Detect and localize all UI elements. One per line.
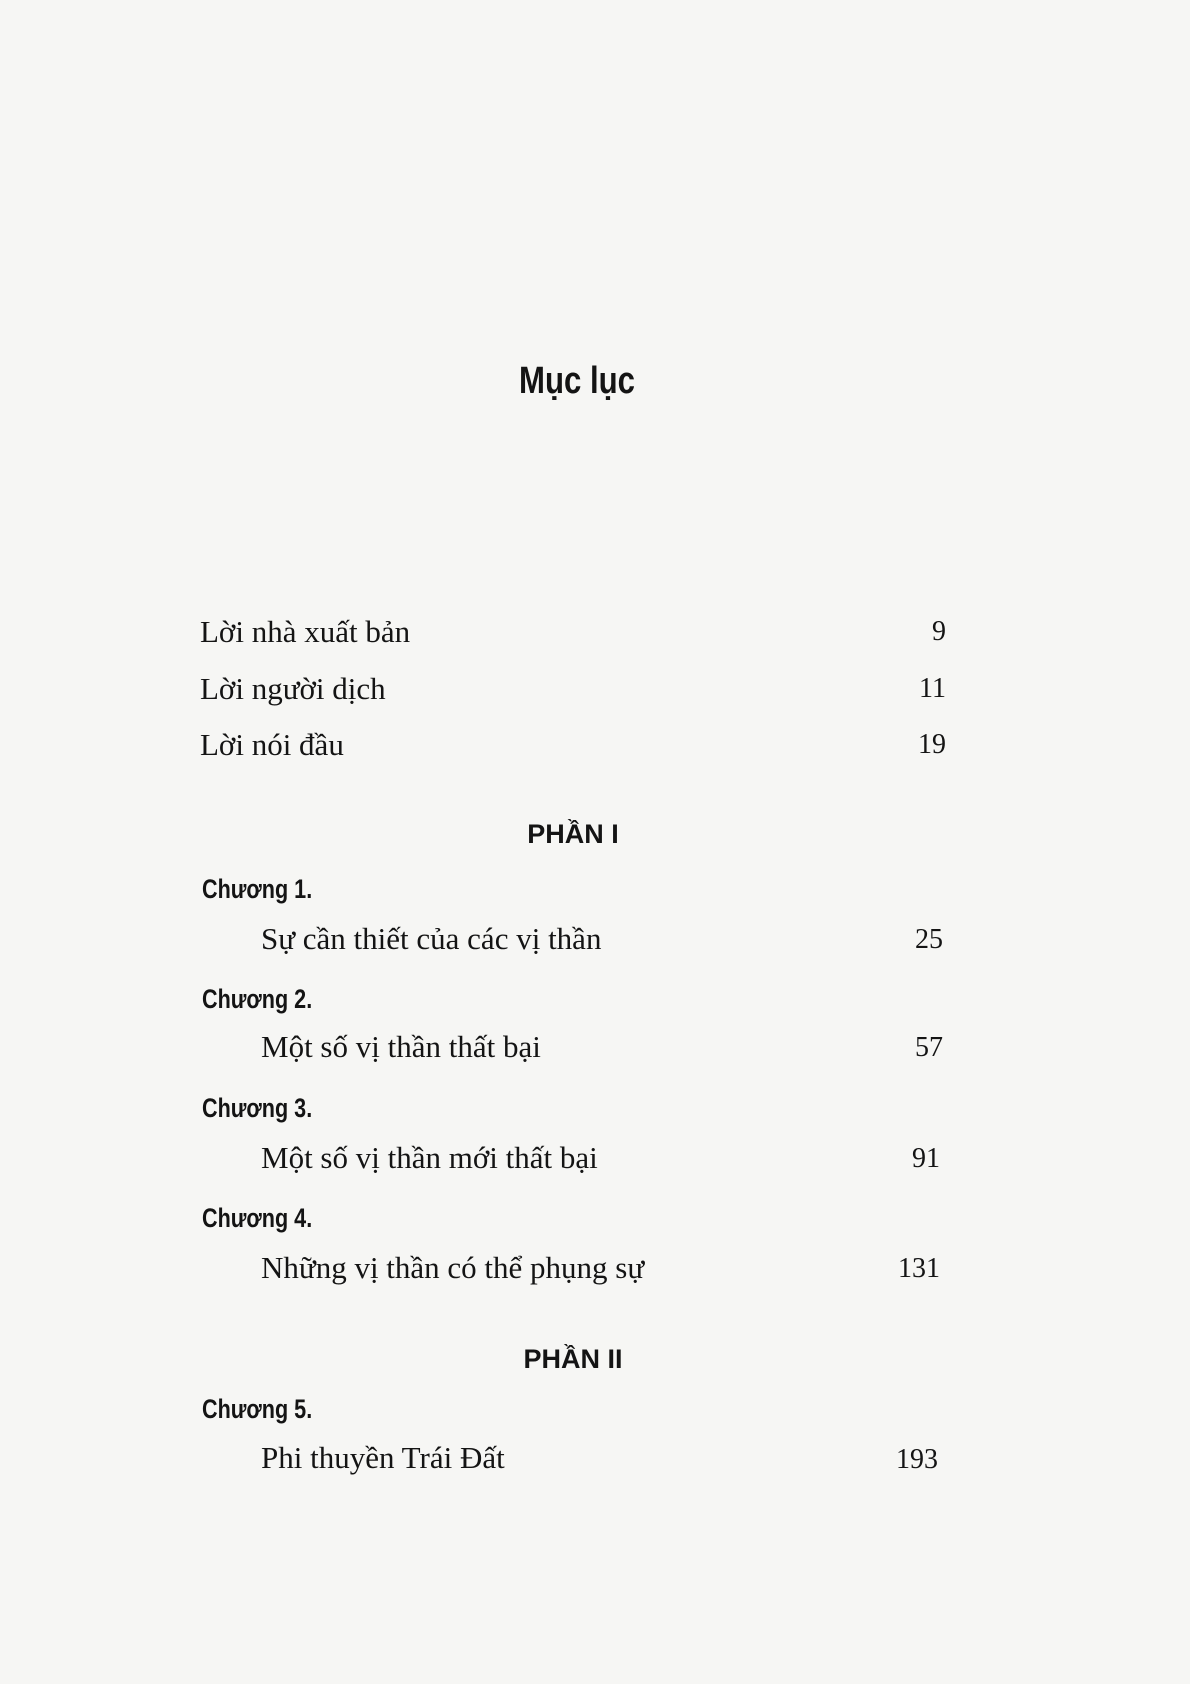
toc-entry-page: 11 xyxy=(919,673,946,704)
toc-entry-title: Lời người dịch xyxy=(200,671,386,706)
chapter-title: Phi thuyền Trái Đất xyxy=(261,1440,505,1475)
chapter-page: 25 xyxy=(915,924,943,955)
chapter-label: Chương 4. xyxy=(202,1203,313,1233)
chapter-page: 131 xyxy=(898,1253,940,1284)
chapter-page: 193 xyxy=(896,1444,938,1475)
chapter-label: Chương 1. xyxy=(202,874,313,904)
toc-entry-title: Lời nói đầu xyxy=(200,727,344,762)
chapter-page: 57 xyxy=(915,1032,943,1063)
part-heading: PHẦN I xyxy=(527,819,619,849)
chapter-label: Chương 3. xyxy=(202,1093,313,1123)
chapter-title: Sự cần thiết của các vị thần xyxy=(261,921,602,956)
chapter-title: Một số vị thần mới thất bại xyxy=(261,1140,598,1175)
chapter-page: 91 xyxy=(912,1143,940,1174)
page-title: Mục lục xyxy=(518,360,636,402)
toc-entry-page: 19 xyxy=(918,729,946,760)
toc-entry-title: Lời nhà xuất bản xyxy=(200,614,411,649)
part-heading: PHẦN II xyxy=(523,1344,623,1374)
chapter-title: Những vị thần có thể phụng sự xyxy=(261,1250,645,1285)
toc-entry-page: 9 xyxy=(932,616,946,647)
chapter-label: Chương 5. xyxy=(202,1394,313,1424)
chapter-label: Chương 2. xyxy=(202,984,313,1014)
chapter-title: Một số vị thần thất bại xyxy=(261,1029,541,1064)
